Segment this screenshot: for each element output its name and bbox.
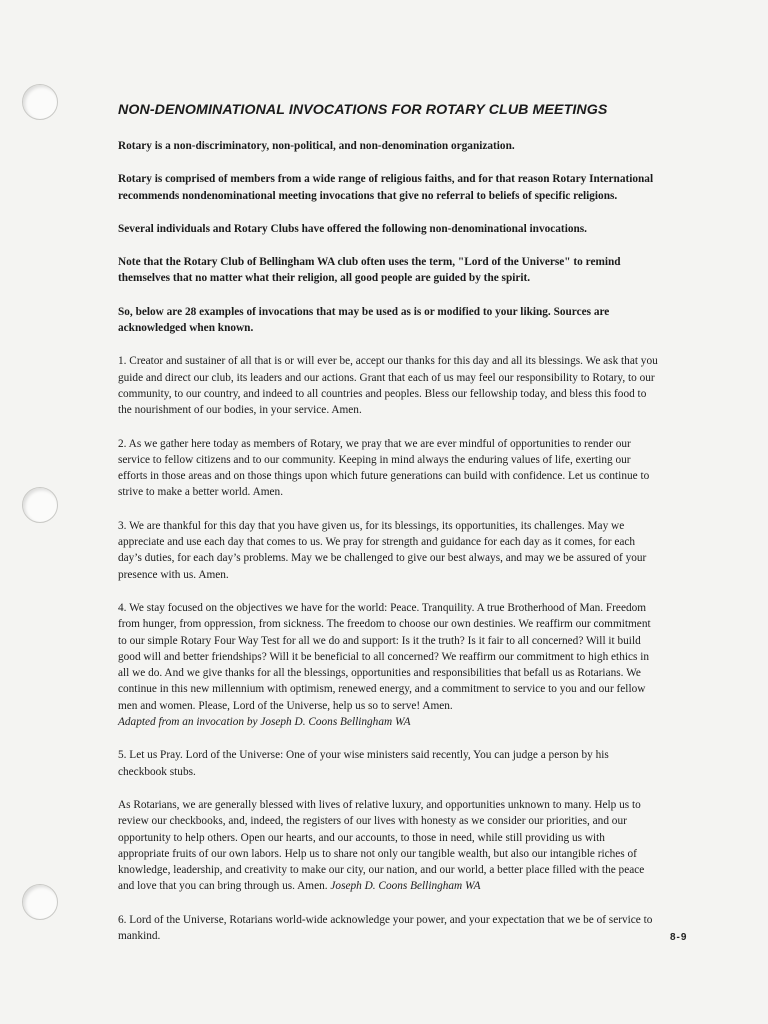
invocation-6: 6. Lord of the Universe, Rotarians world-wide acknowledge your power, and your expectation that we be of service to mankind. bbox=[118, 913, 653, 942]
punch-hole-middle bbox=[22, 487, 58, 523]
intro-paragraph-1: Rotary is a non-discriminatory, non-political, and non-denomination organization. bbox=[118, 140, 515, 152]
intro-paragraph-3: Several individuals and Rotary Clubs have offered the following non-denominational invocations. bbox=[118, 222, 587, 235]
document-body bbox=[118, 102, 658, 961]
invocation-4-source: Adapted from an invocation by Joseph D. Coons Bellingham WA bbox=[118, 716, 411, 729]
invocation-4 bbox=[118, 600, 658, 730]
invocation-1: 1. Creator and sustainer of all that is or will ever be, accept our thanks for this day and all its blessings. We ask that you guide and direct our club, its leaders and our actions. Grant that each of us may feel our responsibility to Rotary, to our community, to our country, and indeed to all countries and peoples. Bless our fellowship today, and bless this food to the nourishment of our bodies, in your service. Amen. bbox=[118, 355, 658, 417]
punch-hole-bottom bbox=[22, 884, 58, 920]
invocation-5-continued bbox=[118, 797, 658, 895]
invocation-5-continued-text: As Rotarians, we are generally blessed with lives of relative luxury, and opportunities unknown to many. Help us to review our checkbooks, and, indeed, the registers of our lives with honesty as we consider our priorities, and our opportunity to help others. Open our hearts, and our accounts, to those in need, while still providing us with appropriate fruits of our own labors. Help us to share not only our tangible wealth, but also our intangible riches of knowledge, leadership, and creativity to make our city, our nation, and our world, a better place filled with the peace and love that you can bring through us. Amen. bbox=[118, 798, 645, 893]
page-title: NON-DENOMINATIONAL INVOCATIONS FOR ROTARY CLUB MEETINGS bbox=[118, 102, 608, 118]
intro-paragraph-5: So, below are 28 examples of invocations that may be used as is or modified to your liking. Sources are acknowledged when known. bbox=[118, 305, 610, 335]
intro-paragraph-4: Note that the Rotary Club of Bellingham WA club often uses the term, "Lord of the Universe" to remind themselves that no matter what their religion, all good people are guided by the spirit. bbox=[118, 256, 621, 285]
punch-hole-top bbox=[22, 84, 58, 120]
invocation-4-text: 4. We stay focused on the objectives we have for the world: Peace. Tranquility. A true Brotherhood of Man. Freedom from hunger, from oppression, from sickness. The freedom to choose our own destinies. We reaffirm our commitment to our simple Rotary Four Way Test for all we do and support: Is it the truth? Is it fair to all concerned? Will it build good will and better friendships? Will it be beneficial to all concerned? We reaffirm our commitment to high ethics in all we do. And we give thanks for all the blessings, opportunities and responsibilities that befall us as Rotarians. We continue in this new millennium with optimism, renewed energy, and a commitment to service to you and our fellow men and women. Please, Lord of the Universe, help us so to serve! Amen. bbox=[118, 601, 651, 712]
invocation-5: 5. Let us Pray. Lord of the Universe: One of your wise ministers said recently, You can judge a person by his checkbook stubs. bbox=[118, 749, 609, 778]
invocation-2: 2. As we gather here today as members of Rotary, we pray that we are ever mindful of opportunities to render our service to fellow citizens and to our community. Keeping in mind always the enduring values of life, exerting our efforts in those areas and on those things upon which future generations can build with confidence. Let us continue to strive to make a better world. Amen. bbox=[118, 437, 650, 499]
intro-paragraph-2: Rotary is comprised of members from a wide range of religious faiths, and for that reason Rotary International recommends nondenominational meeting invocations that give no referral to beliefs of specific religions. bbox=[118, 173, 654, 202]
invocation-5-source: Joseph D. Coons Bellingham WA bbox=[330, 880, 481, 893]
invocation-3: 3. We are thankful for this day that you have given us, for its blessings, its opportunities, its challenges. May we appreciate and use each day that comes to us. We pray for strength and guidance for each day as it comes, for each day’s duties, for each day’s problems. May we be challenged to give our best always, and may we be assured of your presence with us. Amen. bbox=[118, 519, 647, 581]
page-number: 8-9 bbox=[670, 932, 688, 943]
